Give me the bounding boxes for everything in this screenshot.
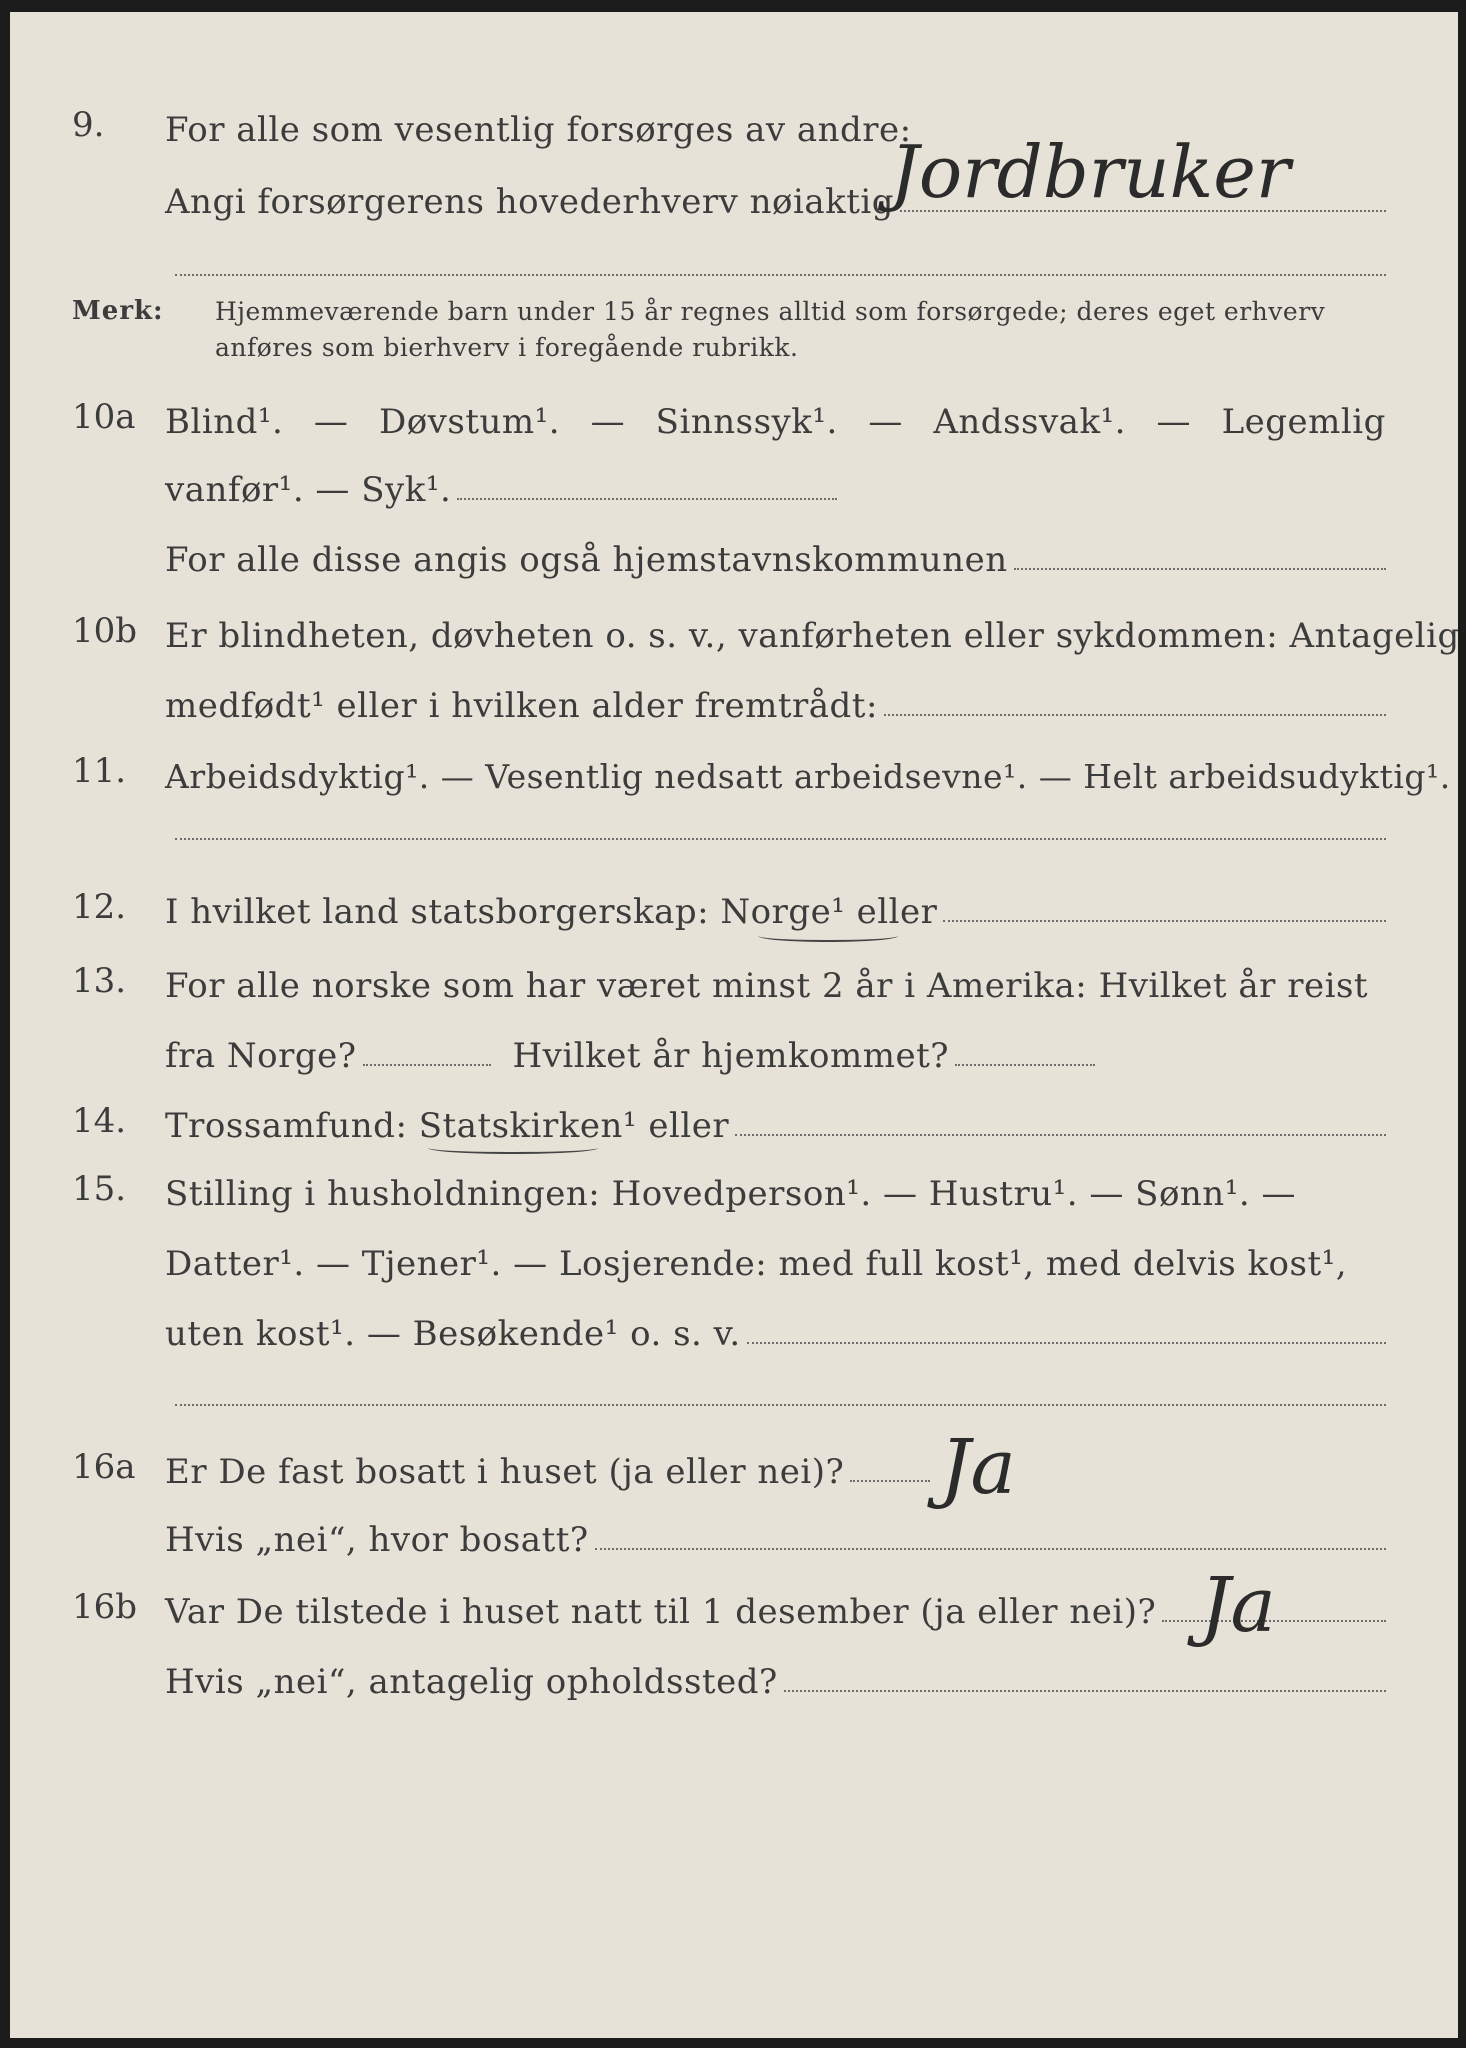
question-10b-line-1 xyxy=(165,606,1460,656)
option-vanfor-syk[interactable]: vanfør¹. — Syk¹. xyxy=(165,470,452,510)
option-blind[interactable]: Blind¹. xyxy=(165,402,284,442)
question-13-line-1 xyxy=(165,956,1386,1006)
note-label: Merk: xyxy=(72,296,164,326)
question-text: Var De tilstede i huset natt til 1 desember (ja eller nei)? xyxy=(165,1592,1157,1632)
dotted-rule xyxy=(175,274,1386,276)
answer-field[interactable] xyxy=(735,1134,1386,1136)
dotted-rule xyxy=(175,838,1386,840)
question-text: medfødt¹ eller i hvilken alder fremtrådt: xyxy=(165,686,878,726)
question-text: Hvis „nei“, antagelig opholdssted? xyxy=(165,1662,778,1702)
question-16a-line-2 xyxy=(165,1510,1386,1560)
question-10a-options xyxy=(165,392,1386,442)
handwritten-answer-9: Jordbruker xyxy=(890,130,1291,214)
question-14-line-1 xyxy=(165,1096,1386,1146)
question-10a-line-3 xyxy=(165,530,1386,580)
answer-field-hjemkommet[interactable] xyxy=(955,1064,1095,1066)
handwritten-underline xyxy=(758,930,898,942)
question-number: 12. xyxy=(72,887,127,927)
dotted-rule xyxy=(175,1404,1386,1406)
question-number: 9. xyxy=(72,105,105,145)
question-number: 16b xyxy=(72,1587,138,1627)
answer-field[interactable] xyxy=(747,1342,1386,1344)
question-10a-line-2 xyxy=(165,460,1386,510)
question-15-line-1 xyxy=(165,1164,1386,1214)
answer-field[interactable] xyxy=(784,1690,1386,1692)
question-text: Hvis „nei“, hvor bosatt? xyxy=(165,1520,589,1560)
question-number: 15. xyxy=(72,1169,127,1209)
question-16b-line-2 xyxy=(165,1652,1386,1702)
hjemstavn-label: For alle disse angis også hjemstavnskommunen xyxy=(165,540,1008,580)
question-12-line-1 xyxy=(165,882,1386,932)
note-text: Hjemmeværende barn under 15 år regnes alltid som forsørgede; deres eget erhverv anføres som bierhverv i foregående rubrikk. xyxy=(215,297,1326,362)
option-dovstum[interactable]: Døvstum¹. xyxy=(378,402,561,442)
answer-field-reist[interactable] xyxy=(363,1064,491,1066)
question-text[interactable]: uten kost¹. — Besøkende¹ o. s. v. xyxy=(165,1314,741,1354)
question-16a-line-1 xyxy=(165,1442,1386,1492)
census-form-page xyxy=(10,12,1458,2038)
dash: — xyxy=(590,402,626,442)
question-number: 13. xyxy=(72,961,127,1001)
handwritten-answer-16a: Ja xyxy=(940,1422,1016,1511)
question-15-line-3 xyxy=(165,1304,1386,1354)
question-text: Hvilket år hjemkommet? xyxy=(512,1036,950,1076)
question-text[interactable]: I hvilket land statsborgerskap: Norge¹ eller xyxy=(165,892,938,932)
question-text[interactable]: Datter¹. — Tjener¹. — Losjerende: med full kost¹, med delvis kost¹, xyxy=(165,1244,1348,1284)
question-10b-line-2 xyxy=(165,676,1386,726)
option-legemlig[interactable]: Legemlig xyxy=(1221,402,1386,442)
dash: — xyxy=(1156,402,1192,442)
answer-field[interactable] xyxy=(457,498,837,500)
question-text[interactable]: Arbeidsdyktig¹. — Vesentlig nedsatt arbeidsevne¹. — Helt arbeidsudyktig¹. xyxy=(165,757,1451,796)
dash: — xyxy=(868,402,903,442)
question-9-line-2: Angi forsørgerens hovederhverv nøiaktig xyxy=(165,182,895,222)
dash: — xyxy=(313,402,349,442)
option-sinnssyk[interactable]: Sinnssyk¹. xyxy=(655,402,838,442)
answer-field[interactable] xyxy=(850,1480,930,1482)
question-number: 14. xyxy=(72,1101,127,1141)
question-number: 11. xyxy=(72,751,127,791)
question-15-line-2 xyxy=(165,1234,1386,1284)
answer-field[interactable] xyxy=(884,714,1386,716)
question-number: 10b xyxy=(72,611,138,651)
question-text: fra Norge? xyxy=(165,1036,357,1076)
question-9-line-1: For alle som vesentlig forsørges av andre: xyxy=(165,110,912,150)
answer-field[interactable] xyxy=(943,920,1386,922)
question-text[interactable]: Trossamfund: Statskirken¹ eller xyxy=(165,1106,730,1146)
question-number: 16a xyxy=(72,1447,136,1487)
handwritten-underline xyxy=(428,1142,598,1154)
answer-field[interactable] xyxy=(595,1548,1386,1550)
option-andssvak[interactable]: Andssvak¹. xyxy=(933,402,1126,442)
answer-field[interactable] xyxy=(1014,568,1386,570)
question-number: 10a xyxy=(72,397,136,437)
handwritten-answer-16b: Ja xyxy=(1200,1560,1276,1649)
question-11-line-1 xyxy=(165,746,1451,796)
question-text: Er blindheten, døvheten o. s. v., vanførheten eller sykdommen: Antagelig xyxy=(165,616,1460,656)
census-form xyxy=(10,12,1458,2038)
question-text: For alle norske som har været minst 2 år i Amerika: Hvilket år reist xyxy=(165,966,1369,1006)
question-text: Er De fast bosatt i huset (ja eller nei)? xyxy=(165,1452,845,1492)
question-13-line-2 xyxy=(165,1026,1386,1076)
question-text[interactable]: Stilling i husholdningen: Hovedperson¹. — Hustru¹. — Sønn¹. — xyxy=(165,1174,1296,1214)
